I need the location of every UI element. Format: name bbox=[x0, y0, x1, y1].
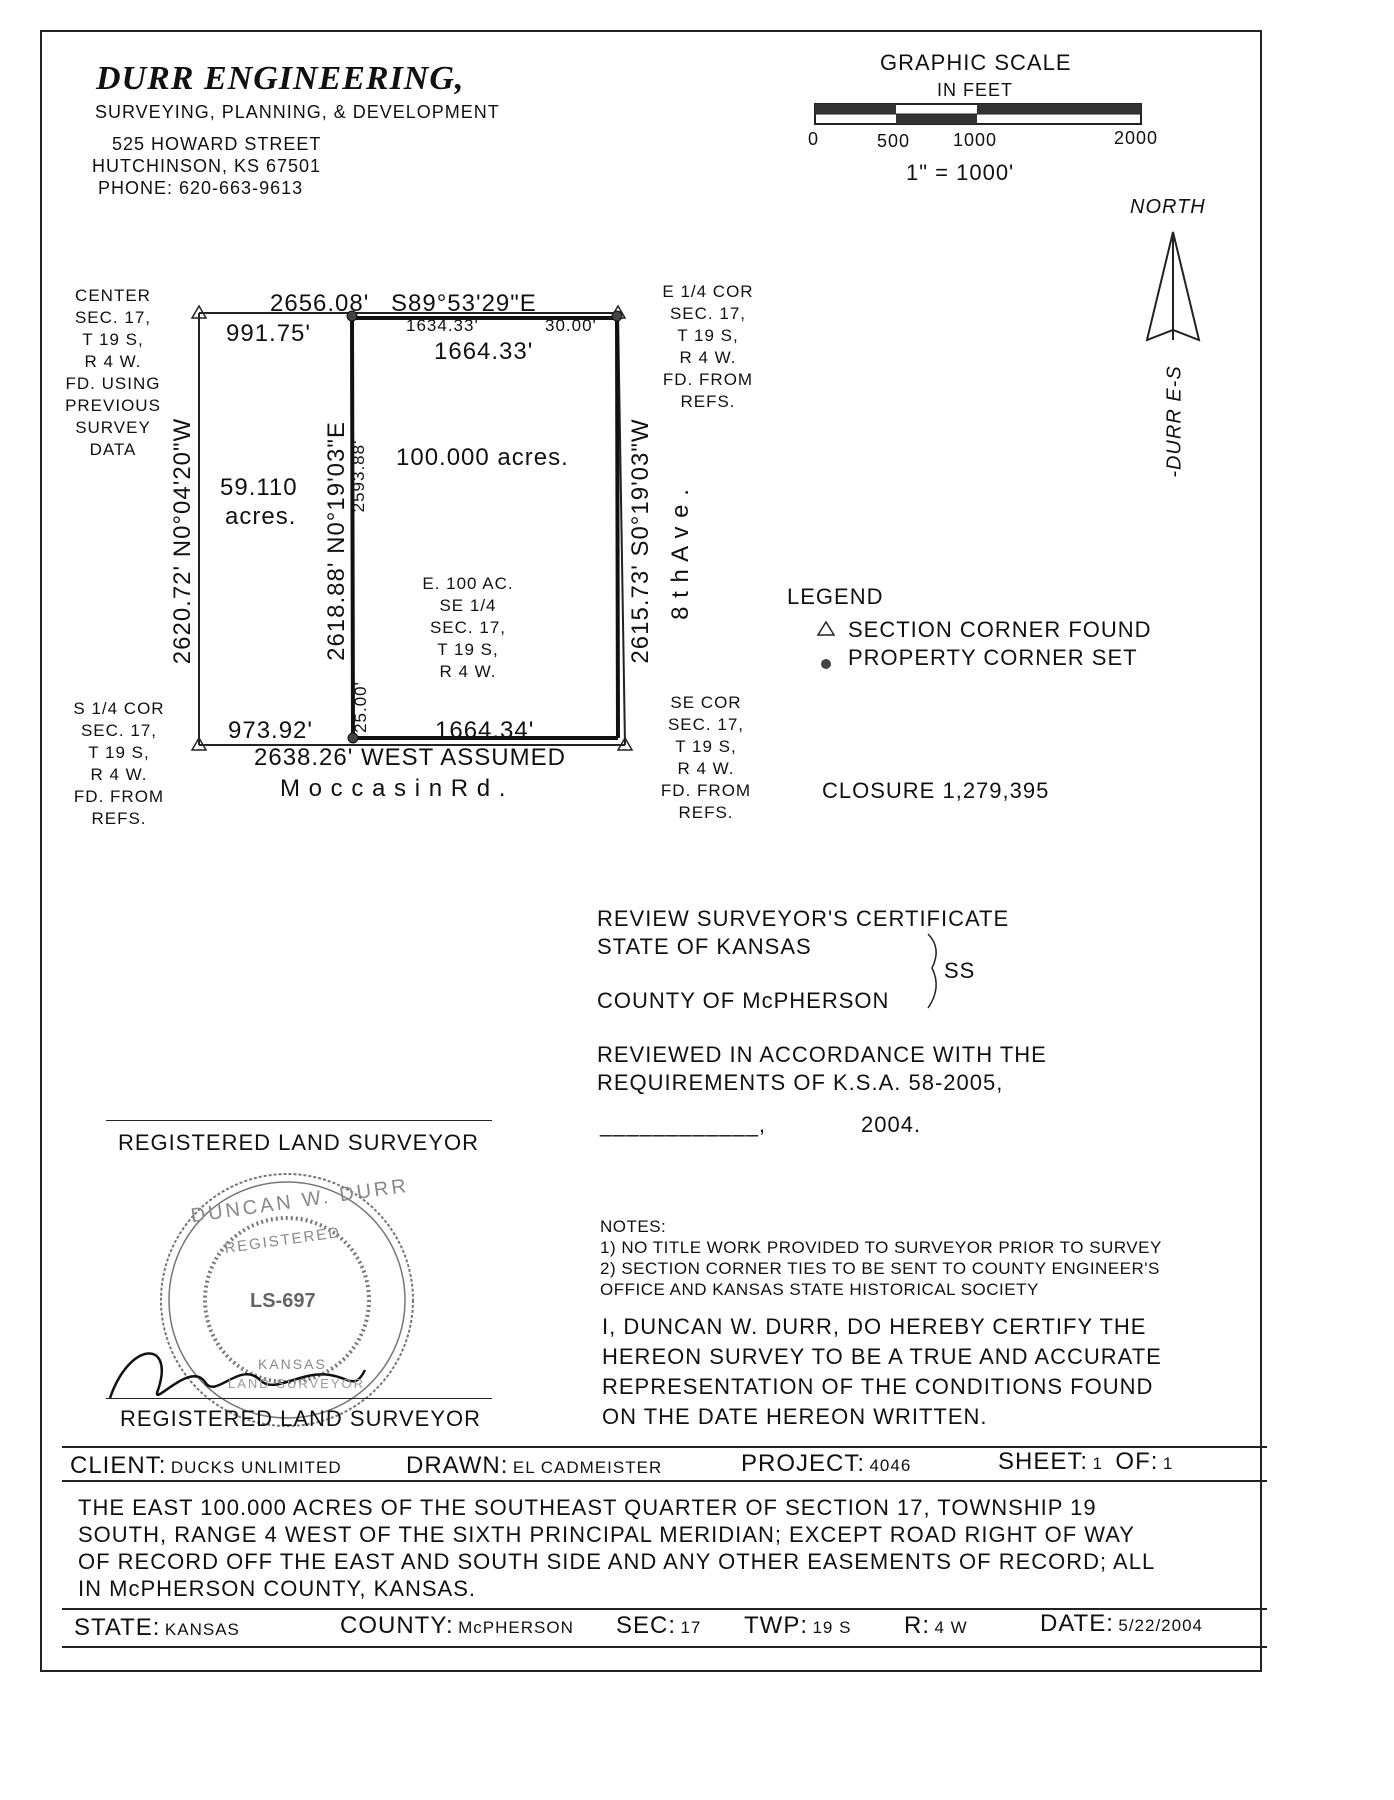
west-area-unit: acres. bbox=[225, 503, 297, 530]
road-8th-ave: 8 t h A v e . bbox=[667, 488, 694, 620]
of-label: OF: bbox=[1115, 1448, 1159, 1475]
signature-line-bottom bbox=[106, 1398, 492, 1399]
mid-inner-distance: 2593.88' bbox=[349, 439, 368, 513]
review-text-2: REQUIREMENTS OF K.S.A. 58-2005, bbox=[597, 1070, 1004, 1095]
surveyor-label-bottom: REGISTERED LAND SURVEYOR bbox=[120, 1406, 482, 1431]
sec-value: 17 bbox=[680, 1618, 702, 1637]
range-label: R: bbox=[904, 1612, 930, 1639]
review-title: REVIEW SURVEYOR'S CERTIFICATE bbox=[597, 906, 1010, 931]
north-offset: 30.00' bbox=[545, 316, 597, 335]
north-label: NORTH bbox=[1130, 196, 1206, 218]
surveyor-label-top: REGISTERED LAND SURVEYOR bbox=[118, 1130, 480, 1155]
state-value: KANSAS bbox=[164, 1620, 240, 1639]
date-value: 5/22/2004 bbox=[1118, 1616, 1203, 1635]
twp-field bbox=[744, 1612, 851, 1640]
scale-tick-0: 0 bbox=[808, 129, 820, 149]
note-2: 2) SECTION CORNER TIES TO BE SENT TO COUNTY ENGINEER'S bbox=[600, 1259, 1160, 1278]
company-tagline: SURVEYING, PLANNING, & DEVELOPMENT bbox=[95, 102, 500, 122]
bearing-basis: -DURR E-S bbox=[1163, 365, 1186, 478]
review-ss: SS bbox=[944, 958, 976, 983]
note-3: OFFICE AND KANSAS STATE HISTORICAL SOCIETY bbox=[600, 1280, 1039, 1299]
company-city: HUTCHINSON, KS 67501 bbox=[92, 156, 322, 176]
county-value: McPHERSON bbox=[458, 1618, 574, 1637]
client-field bbox=[70, 1452, 342, 1480]
north-west-part: 991.75' bbox=[226, 320, 311, 347]
range-value: 4 W bbox=[934, 1618, 968, 1637]
twp-label: TWP: bbox=[744, 1612, 808, 1639]
county-field bbox=[340, 1612, 574, 1640]
company-name: DURR ENGINEERING, bbox=[96, 60, 465, 97]
scale-ratio: 1" = 1000' bbox=[906, 160, 1015, 185]
title-block-rule-2 bbox=[62, 1480, 1267, 1482]
project-field bbox=[741, 1450, 911, 1478]
date-label: DATE: bbox=[1040, 1610, 1114, 1637]
sheet-value: 1 bbox=[1092, 1454, 1103, 1473]
date-field bbox=[1040, 1610, 1203, 1638]
north-bearing: S89°53'29"E bbox=[391, 290, 537, 317]
certification-text: I, DUNCAN W. DURR, DO HEREBY CERTIFY THE HEREON SURVEY TO BE A TRUE AND ACCURATE REPRESENTATION OF THE CONDITIONS FOUND ON THE DATE HEREON WRITTEN. bbox=[602, 1314, 1162, 1429]
review-county: COUNTY OF McPHERSON bbox=[597, 988, 890, 1013]
sheet-field bbox=[998, 1448, 1173, 1476]
north-inner-distance: 1634.33' bbox=[406, 316, 479, 335]
legend-property-corner: PROPERTY CORNER SET bbox=[848, 645, 1138, 670]
sec-label: SEC: bbox=[616, 1612, 677, 1639]
tract-area: 100.000 acres. bbox=[396, 444, 569, 471]
notes-block bbox=[600, 1216, 1162, 1300]
seal-state: KANSAS bbox=[258, 1356, 327, 1372]
title-block-bottom-rule bbox=[62, 1646, 1267, 1648]
client-label: CLIENT: bbox=[70, 1452, 167, 1479]
signature-line-top bbox=[106, 1120, 492, 1121]
legend-title: LEGEND bbox=[787, 584, 884, 609]
drawn-label: DRAWN: bbox=[406, 1452, 509, 1479]
scale-tick-1000: 1000 bbox=[953, 130, 998, 150]
seal-bottom: LAND SURVEYOR bbox=[228, 1376, 366, 1391]
scale-units: IN FEET bbox=[937, 80, 1014, 100]
of-value: 1 bbox=[1162, 1454, 1174, 1473]
legend-symbols bbox=[818, 622, 834, 669]
corner-ne-label: E 1/4 COR SEC. 17, T 19 S, R 4 W. FD. FROM REFS. bbox=[662, 282, 754, 411]
review-state: STATE OF KANSAS bbox=[597, 934, 812, 959]
scale-tick-500: 500 bbox=[877, 131, 911, 151]
mid-line-call: 2618.88' N0°19'03"E bbox=[323, 421, 350, 661]
seal-registered: REGISTERED bbox=[223, 1223, 343, 1258]
project-label: PROJECT: bbox=[741, 1450, 866, 1477]
north-east-part: 1664.33' bbox=[434, 338, 534, 365]
closure: CLOSURE 1,279,395 bbox=[822, 778, 1050, 803]
north-arrow-icon bbox=[1147, 232, 1199, 340]
sec-field bbox=[616, 1612, 701, 1640]
road-moccasin: M o c c a s i n R d . bbox=[280, 775, 507, 802]
ss-brace bbox=[928, 934, 936, 1008]
legal-description: THE EAST 100.000 ACRES OF THE SOUTHEAST QUARTER OF SECTION 17, TOWNSHIP 19 SOUTH, RANGE 4 WEST OF THE SIXTH PRINCIPAL MERIDIAN; EXCEPT ROAD RIGHT OF WAY OF RECORD OFF THE EAST AND SOUTH SIDE AND ANY OTHER EASEMENTS OF RECORD; ALL IN McPHERSON COUNTY, KANSAS. bbox=[78, 1495, 1156, 1601]
company-address: 525 HOWARD STREET bbox=[112, 134, 322, 154]
review-date-blank: ____________, bbox=[600, 1112, 766, 1137]
range-field bbox=[904, 1612, 968, 1640]
sheet-label: SHEET: bbox=[998, 1448, 1089, 1475]
legend-section-corner: SECTION CORNER FOUND bbox=[848, 617, 1152, 642]
county-label: COUNTY: bbox=[340, 1612, 454, 1639]
parcel-description: E. 100 AC. SE 1/4 SEC. 17, T 19 S, R 4 W. bbox=[422, 574, 514, 681]
west-area: 59.110 bbox=[220, 474, 298, 501]
scale-tick-2000: 2000 bbox=[1114, 128, 1159, 148]
state-label: STATE: bbox=[74, 1614, 161, 1641]
drawn-field bbox=[406, 1452, 662, 1480]
seal-license: LS-697 bbox=[250, 1290, 316, 1312]
south-total-distance: 2638.26' WEST ASSUMED bbox=[254, 744, 566, 771]
south-offset: 25.00' bbox=[351, 681, 370, 733]
notes-title: NOTES: bbox=[600, 1217, 667, 1236]
north-total-distance: 2656.08' bbox=[270, 290, 370, 317]
review-year: 2004. bbox=[861, 1112, 922, 1137]
corner-nw-label: CENTER SEC. 17, T 19 S, R 4 W. FD. USING PREVIOUS SURVEY DATA bbox=[65, 286, 161, 459]
twp-value: 19 S bbox=[812, 1618, 852, 1637]
review-text-1: REVIEWED IN ACCORDANCE WITH THE bbox=[597, 1042, 1047, 1067]
east-line-call: 2615.73' S0°19'03"W bbox=[627, 418, 654, 664]
client-value: DUCKS UNLIMITED bbox=[170, 1458, 342, 1477]
company-phone: PHONE: 620-663-9613 bbox=[98, 178, 304, 198]
scale-bar bbox=[815, 104, 1141, 124]
note-1: 1) NO TITLE WORK PROVIDED TO SURVEYOR PRIOR TO SURVEY bbox=[600, 1238, 1162, 1257]
drawn-value: EL CADMEISTER bbox=[512, 1458, 663, 1477]
corner-sw-label: S 1/4 COR SEC. 17, T 19 S, R 4 W. FD. FROM REFS. bbox=[73, 699, 165, 828]
corner-se-label: SE COR SEC. 17, T 19 S, R 4 W. FD. FROM REFS. bbox=[660, 693, 752, 822]
west-line-call: 2620.72' N0°04'20"W bbox=[169, 417, 196, 665]
state-field bbox=[74, 1614, 240, 1642]
south-east-part: 1664.34' bbox=[435, 717, 535, 744]
south-west-part: 973.92' bbox=[228, 717, 313, 744]
scale-title: GRAPHIC SCALE bbox=[880, 50, 1072, 75]
project-value: 4046 bbox=[869, 1456, 912, 1475]
seal-name: DUNCAN W. DURR bbox=[189, 1174, 411, 1228]
